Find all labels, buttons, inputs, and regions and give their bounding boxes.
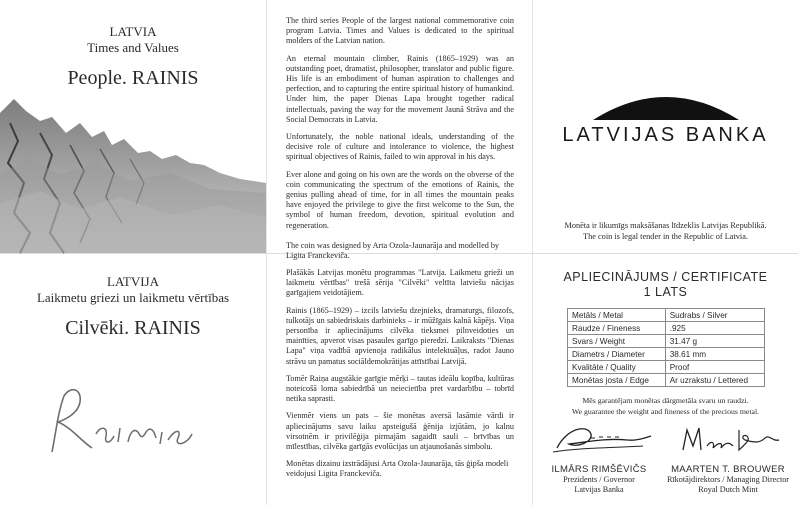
obverse-paragraph-lv: Vienmēr viens un pats – šie monētas aversā lasāmie vārdi ir apliecinājums savu laiku apsteigušā ģēnija izjūtām, jo kalnu virsotnēm ir privilēģija pirmajām sagaidīt sauli – brīvības un mīlestības, cilvēka garīgās evolūcijas un atjaunošanās simbolu. (286, 411, 514, 452)
spec-label: Svars / Weight (568, 335, 666, 348)
spec-value: .925 (665, 322, 764, 335)
specs-table (567, 308, 765, 387)
signatory-role-director: Rīkotājdirektors / Managing Director (666, 475, 790, 484)
intro-paragraph-lv: Plašākās Latvijas monētu programmas "Latvija. Laikmetu grieži un laikmetu vērtības" trešā sērija "Cilvēki" veltīta latviešu nācijas garīgajiem veidotājiem. (286, 268, 514, 298)
table-row (568, 348, 765, 361)
bottom-left-panel (0, 254, 266, 505)
series-label-lv: Laikmetu griezi un laikmetu vērtības (36, 290, 230, 305)
spec-label: Diametrs / Diameter (568, 348, 666, 361)
signatory-org-director: Royal Dutch Mint (698, 485, 758, 494)
obverse-paragraph-en: Ever alone and going on his own are the words on the obverse of the coin communicating the spectrum of the emotions of Rainis, the genius pulling ahead of time, for in all times the mountain peaks have enjoyed the privilege to give the first welcome to the Sun, the symbol of human freedom, devotion, spiritual evolution and regeneration. (286, 169, 514, 230)
biography-paragraph-en: An eternal mountain climber, Rainis (1865–1929) was an outstanding poet, dramatist, philosopher, translator and public figure. His life is an embodiment of human aspiration to challenges and perfection, and to capturing the entire spiritual history of humankind. Under him, the paper Dienas Lapa brought together radical intellectuals, paving the way for the movement Jaunā Strāva and the Social Democrats in Latvia. (286, 53, 514, 124)
table-row (568, 335, 765, 348)
table-row (568, 309, 765, 322)
page-title: People. RAINIS (67, 67, 199, 89)
certificate-title: APLIECINĀJUMS / CERTIFICATE (563, 270, 768, 284)
spec-value: Proof (665, 361, 764, 374)
ideals-paragraph-lv: Tomēr Raiņa augstākie garīgie mērķi – tautas ideālu kopība, kultūras noteicošā loma sabiedrībā un neiecietība pret vardarbību – tobrīd netika saprasti. (286, 373, 514, 404)
director-signature (675, 420, 785, 460)
spec-label: Kvalitāte / Quality (568, 361, 666, 374)
table-row (568, 322, 765, 335)
rainis-signature (38, 382, 208, 462)
ideals-paragraph-en: Unfortunately, the noble national ideals, understanding of the decisive role of culture and intolerance to violence, the highest spiritual objectives of Rainis, failed to win approval in his days. (286, 132, 514, 162)
series-label: Times and Values (87, 40, 179, 55)
spec-label: Metāls / Metal (568, 309, 666, 322)
spec-value: 31.47 g (665, 335, 764, 348)
top-middle-panel (286, 16, 514, 261)
governor-signature (547, 418, 657, 458)
designer-paragraph-en: The coin was designed by Arta Ozola-Jaunarāja and modelled by Ligita Franckeviča. (286, 240, 500, 261)
country-label-lv: LATVIJA (107, 274, 159, 289)
legal-tender-en: The coin is legal tender in the Republic of Latvia. (583, 231, 748, 241)
spec-value: 38.61 mm (665, 348, 764, 361)
spec-label: Monētas josta / Edge (568, 374, 666, 387)
bank-logo-arc (591, 86, 741, 122)
biography-paragraph-lv: Rainis (1865–1929) – izcils latviešu dzejnieks, dramaturgs, filozofs, tulkotājs un sabiedriskais darbinieks – ir mūžīgais kalnā kāpējs. Viņa personība ir apliecinājums cilvēka tieksmei pilnveidoties un mainīties, apverot visas pasaules garīgo pieredzi. Laikraksts "Dienas Lapa" viņa vadībā apvienoja radikālus intelektuāļus, radot Jauno strāvu un pamatus sociāldemokrātijas attīstībai Latvijā. (286, 305, 514, 366)
mountain-illustration (0, 93, 266, 253)
guarantee-en: We guarantee the weight and fineness of the precious metal. (571, 406, 760, 416)
bottom-middle-panel (286, 268, 514, 500)
certificate-panel (533, 254, 798, 505)
bank-logo-text: LATVIJAS BANKA (562, 124, 769, 146)
spec-value: Ar uzrakstu / Lettered (665, 374, 764, 387)
certificate-denomination: 1 LATS (643, 285, 688, 299)
top-right-panel (533, 0, 798, 253)
signatory-role-governor: Prezidents / Governor (563, 475, 635, 484)
top-left-panel (0, 0, 266, 253)
intro-paragraph-en: The third series People of the largest national commemorative coin program Latvia. Times and Values is dedicated to the spiritual molders of the Latvian nation. (286, 16, 514, 46)
country-label: LATVIA (109, 24, 157, 39)
spec-label: Raudze / Fineness (568, 322, 666, 335)
table-row (568, 374, 765, 387)
signatory-name-director: MAARTEN T. BROUWER (671, 464, 785, 475)
signatory-org-governor: Latvijas Banka (574, 485, 624, 494)
legal-tender-lv: Monēta ir likumīgs maksāšanas līdzeklis Latvijas Republikā. (564, 221, 767, 230)
table-row (568, 361, 765, 374)
designer-paragraph-lv: Monētas dizainu izstrādājusi Arta Ozola-Jaunarāja, tās ģipša modeli veidojusi Ligita Franckeviča. (286, 459, 509, 479)
guarantee-lv: Mēs garantējam monētas dārgmetāla svaru un raudzi. (582, 396, 749, 405)
spec-value: Sudrabs / Silver (665, 309, 764, 322)
signatory-name-governor: ILMĀRS RIMŠĒVIČS (551, 464, 647, 475)
page-title-lv: Cilvēki. RAINIS (65, 317, 201, 339)
